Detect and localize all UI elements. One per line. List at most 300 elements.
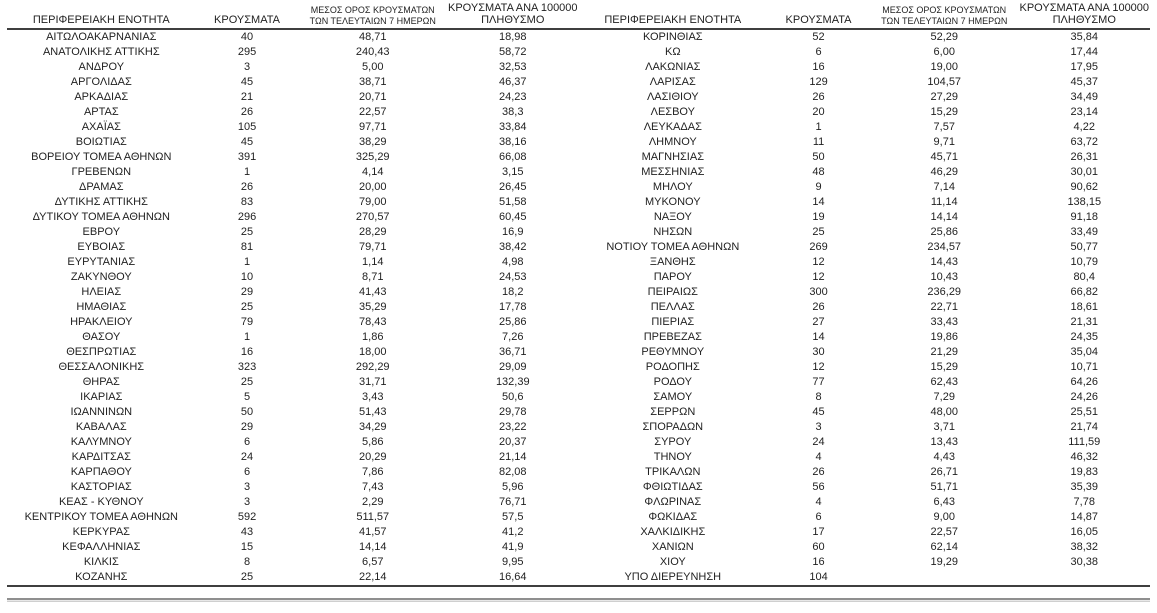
table-row: [579, 555, 1151, 570]
per100k-cell: 57,5: [502, 511, 524, 523]
avg7days-cell: 15,29: [930, 106, 958, 118]
column-header-per100k: [447, 2, 578, 29]
cases-cell: 79: [240, 316, 254, 328]
avg7days-cell: 20,29: [358, 451, 387, 463]
region-name-cell: ΤΡΙΚΑΛΩΝ: [645, 466, 701, 478]
avg7days-cell: 79,00: [358, 196, 387, 208]
per100k-cell: 80,4: [1073, 271, 1095, 283]
table-row: [579, 330, 1151, 345]
per100k-cell: 58,72: [499, 46, 527, 58]
per100k-cell: 76,71: [499, 496, 527, 508]
per100k-cell: 17,44: [1070, 46, 1099, 58]
region-name-cell: ΚΑΡΔΙΤΣΑΣ: [71, 451, 131, 463]
cases-cell: 27: [812, 316, 825, 328]
table-row: [579, 135, 1151, 150]
per100k-cell: 50,6: [502, 391, 524, 403]
avg7days-cell: 4,43: [933, 451, 955, 463]
region-name-cell: ΘΗΡΑΣ: [82, 376, 120, 388]
region-name-cell: ΔΡΑΜΑΣ: [79, 181, 124, 193]
table-row: [7, 29, 579, 45]
region-name-cell: ΛΑΣΙΘΙΟΥ: [646, 91, 699, 103]
table-row: [7, 510, 579, 525]
cases-cell: 104: [809, 571, 828, 583]
table-row: [579, 180, 1151, 195]
region-name-cell: ΘΕΣΣΑΛΟΝΙΚΗΣ: [58, 361, 145, 373]
region-name-cell: ΔΥΤΙΚΗΣ ΑΤΤΙΚΗΣ: [54, 196, 148, 208]
avg7days-cell: 104,57: [927, 76, 962, 88]
cases-cell: 1: [243, 166, 251, 178]
per100k-cell: 38,32: [1070, 541, 1099, 553]
cases-cell: 26: [240, 106, 254, 118]
avg7days-cell: 51,43: [358, 406, 387, 418]
column-header-cases: ΚΡΟΥΣΜΑΤΑ: [767, 2, 870, 29]
per100k-cell: 30,01: [1070, 166, 1099, 178]
per100k-cell: 26,45: [499, 181, 527, 193]
avg7days-cell: 41,43: [358, 286, 387, 298]
avg7days-cell: 51,71: [930, 481, 958, 493]
region-name-cell: ΛΗΜΝΟΥ: [648, 136, 697, 148]
table-row: [579, 420, 1151, 435]
cases-cell: 25: [812, 226, 825, 238]
cases-cell: 29: [240, 421, 254, 433]
avg7days-cell: 31,71: [358, 376, 387, 388]
cases-cell: 295: [237, 46, 257, 58]
cases-cell: 9: [815, 181, 822, 193]
cases-cell: 24: [240, 451, 254, 463]
region-name-cell: ΞΑΝΘΗΣ: [649, 256, 696, 268]
region-name-cell: ΑΝΑΤΟΛΙΚΗΣ ΑΤΤΙΚΗΣ: [42, 46, 160, 58]
avg7days-cell: 22,57: [358, 106, 387, 118]
avg7days-cell: 5,86: [362, 436, 384, 448]
table-row: [7, 450, 579, 465]
per100k-cell: 23,14: [1070, 106, 1099, 118]
per100k-cell: 16,05: [1070, 526, 1099, 538]
region-name-cell: ΝΑΞΟΥ: [653, 211, 692, 223]
table-row: [7, 90, 579, 105]
table-row: [7, 240, 579, 255]
cases-cell: 6: [243, 466, 251, 478]
table-row: [579, 510, 1151, 525]
table-row: [7, 390, 579, 405]
cases-cell: 4: [815, 451, 822, 463]
per100k-cell: 38,3: [502, 106, 524, 118]
cases-cell: 26: [240, 181, 254, 193]
cases-cell: 391: [237, 151, 257, 163]
cases-cell: 20: [812, 106, 825, 118]
region-name-cell: ΜΗΛΟΥ: [652, 181, 693, 193]
avg7days-cell: 20,71: [358, 91, 387, 103]
avg7days-cell: 325,29: [355, 151, 390, 163]
region-name-cell: ΜΑΓΝΗΣΙΑΣ: [641, 151, 705, 163]
table-row: [7, 375, 579, 390]
cases-cell: 323: [237, 361, 257, 373]
per100k-cell: 34,49: [1070, 91, 1099, 103]
per100k-cell: 38,16: [499, 136, 527, 148]
per100k-cell: 33,49: [1070, 226, 1099, 238]
column-header-per100k: [1019, 2, 1150, 29]
table-row: [579, 345, 1151, 360]
table-row: [579, 255, 1151, 270]
avg7days-cell: 7,57: [933, 121, 955, 133]
table-row: [7, 495, 579, 510]
avg7days-cell: 14,14: [358, 541, 387, 553]
per100k-cell: 29,78: [499, 406, 527, 418]
region-name-cell: ΛΑΡΙΣΑΣ: [649, 76, 696, 88]
table-row: [579, 375, 1151, 390]
cases-cell: 3: [243, 496, 251, 508]
per100k-cell: 16,64: [499, 571, 527, 583]
avg7days-cell: 2,29: [362, 496, 384, 508]
per100k-cell: 35,39: [1070, 481, 1099, 493]
header-row: [7, 2, 579, 29]
table-row: [7, 150, 579, 165]
per100k-cell: 7,26: [502, 331, 524, 343]
per100k-cell: 30,38: [1070, 556, 1099, 568]
region-name-cell: ΘΕΣΠΡΩΤΙΑΣ: [66, 346, 137, 358]
per100k-cell: 60,45: [499, 211, 527, 223]
avg7days-cell: 20,00: [358, 181, 387, 193]
avg7days-cell: 1,86: [362, 331, 384, 343]
region-name-cell: ΚΟΡΙΝΘΙΑΣ: [642, 31, 703, 43]
per100k-cell: 18,61: [1070, 301, 1099, 313]
table-row: [579, 285, 1151, 300]
avg7days-cell: 13,43: [930, 436, 958, 448]
region-name-cell: ΚΕΦΑΛΛΗΝΙΑΣ: [62, 541, 141, 553]
cases-cell: 45: [812, 406, 825, 418]
avg7days-cell: 22,14: [358, 571, 387, 583]
avg7days-cell: 25,86: [930, 226, 958, 238]
table-row: [579, 240, 1151, 255]
cases-cell: 1: [815, 121, 822, 133]
per100k-cell: 10,71: [1070, 361, 1099, 373]
avg7days-cell: 22,71: [930, 301, 958, 313]
cases-cell: 19: [812, 211, 825, 223]
per100k-cell: 24,23: [499, 91, 527, 103]
per100k-cell: 24,35: [1070, 331, 1099, 343]
cases-cell: 16: [240, 346, 254, 358]
region-name-cell: ΛΕΥΚΑΔΑΣ: [643, 121, 702, 133]
per100k-cell: 17,78: [499, 301, 527, 313]
cases-cell: 296: [237, 211, 257, 223]
region-name-cell: ΕΥΡΥΤΑΝΙΑΣ: [67, 256, 136, 268]
cases-cell: 77: [812, 376, 825, 388]
table-row: [579, 570, 1151, 586]
avg7days-cell: 62,43: [930, 376, 958, 388]
cases-cell: 26: [812, 466, 825, 478]
region-name-cell: ΣΥΡΟΥ: [654, 436, 692, 448]
cases-cell: 14: [812, 196, 825, 208]
avg7days-cell: 3,71: [933, 421, 955, 433]
avg7days-cell: 97,71: [358, 121, 387, 133]
avg7days-cell: 21,29: [930, 346, 958, 358]
avg7days-cell: 6,43: [933, 496, 955, 508]
avg7days-cell: 292,29: [355, 361, 390, 373]
region-name-cell: ΧΙΟΥ: [659, 556, 686, 568]
region-name-cell: ΠΙΕΡΙΑΣ: [651, 316, 695, 328]
cases-cell: 17: [812, 526, 825, 538]
table-row: [7, 435, 579, 450]
per100k-cell: 16,9: [502, 226, 524, 238]
avg7days-cell: 34,29: [358, 421, 387, 433]
avg7days-cell: 3,43: [362, 391, 384, 403]
column-header-avg7days: [870, 2, 1019, 29]
table-row: [579, 210, 1151, 225]
column-header-per100k-line2: ΠΛΗΘΥΣΜΟ: [481, 14, 545, 26]
region-name-cell: ΕΥΒΟΙΑΣ: [77, 241, 126, 253]
per100k-cell: 91,18: [1070, 211, 1099, 223]
table-row: [579, 225, 1151, 240]
table-row: [7, 465, 579, 480]
table-row: [7, 120, 579, 135]
region-name-cell: ΥΠΟ ΔΙΕΡΕΥΝΗΣΗ: [624, 571, 722, 583]
avg7days-cell: 6,57: [362, 556, 384, 568]
region-name-cell: ΙΚΑΡΙΑΣ: [80, 391, 123, 403]
table-row: [7, 210, 579, 225]
table-row: [579, 390, 1151, 405]
per100k-cell: 4,98: [502, 256, 524, 268]
region-name-cell: ΠΡΕΒΕΖΑΣ: [643, 331, 702, 343]
cases-cell: 52: [812, 31, 825, 43]
cases-cell: 4: [815, 496, 822, 508]
table-row: [579, 540, 1151, 555]
column-header-region: ΠΕΡΙΦΕΡΕΙΑΚΗ ΕΝΟΤΗΤΑ: [579, 2, 768, 29]
avg7days-cell: 18,00: [358, 346, 387, 358]
region-name-cell: ΑΡΚΑΔΙΑΣ: [74, 91, 129, 103]
avg7days-cell: 236,29: [927, 286, 962, 298]
avg7days-cell: 62,14: [930, 541, 958, 553]
cases-cell: 81: [240, 241, 254, 253]
table-row: [7, 270, 579, 285]
cases-cell: 12: [812, 256, 825, 268]
table-row: [7, 225, 579, 240]
cases-cell: 29: [240, 286, 254, 298]
table-row: [579, 270, 1151, 285]
avg7days-cell: 9,71: [933, 136, 955, 148]
region-name-cell: ΓΡΕΒΕΝΩΝ: [71, 166, 132, 178]
avg7days-cell: 6,00: [933, 46, 955, 58]
cases-cell: 129: [809, 76, 828, 88]
table-row: [579, 45, 1151, 60]
avg7days-cell: 19,29: [930, 556, 958, 568]
avg7days-cell: 45,71: [930, 151, 958, 163]
region-name-cell: ΗΡΑΚΛΕΙΟΥ: [70, 316, 133, 328]
avg7days-cell: 240,43: [355, 46, 390, 58]
avg7days-cell: 8,71: [362, 271, 384, 283]
table-row: [7, 555, 579, 570]
region-name-cell: ΕΒΡΟΥ: [82, 226, 121, 238]
region-name-cell: ΑΝΔΡΟΥ: [78, 61, 125, 73]
avg7days-cell: 79,71: [358, 241, 387, 253]
region-name-cell: ΑΧΑΪΑΣ: [81, 121, 121, 133]
per100k-cell: 111,59: [1068, 436, 1101, 448]
header-row: [579, 2, 1151, 29]
per100k-cell: 51,58: [499, 196, 527, 208]
avg7days-cell: 7,86: [362, 466, 384, 478]
region-name-cell: ΣΠΟΡΑΔΩΝ: [642, 421, 704, 433]
table-row: [7, 540, 579, 555]
per100k-cell: 33,84: [499, 121, 527, 133]
avg7days-cell: 27,29: [930, 91, 958, 103]
per100k-cell: 66,08: [499, 151, 527, 163]
per100k-cell: 46,32: [1070, 451, 1099, 463]
table-row: [579, 525, 1151, 540]
avg7days-cell: 11,14: [930, 196, 958, 208]
region-name-cell: ΒΟΡΕΙΟΥ ΤΟΜΕΑ ΑΘΗΝΩΝ: [31, 151, 172, 163]
table-row: [579, 105, 1151, 120]
region-name-cell: ΣΑΜΟΥ: [653, 391, 693, 403]
region-name-cell: ΔΥΤΙΚΟΥ ΤΟΜΕΑ ΑΘΗΝΩΝ: [32, 211, 170, 223]
column-header-per100k-line2: ΠΛΗΘΥΣΜΟ: [1052, 14, 1116, 26]
per100k-cell: 14,87: [1070, 511, 1099, 523]
region-name-cell: ΡΕΘΥΜΝΟΥ: [641, 346, 705, 358]
per100k-cell: 132,39: [495, 376, 530, 388]
column-header-per100k-line1: ΚΡΟΥΣΜΑΤΑ ΑΝΑ 100000: [447, 2, 578, 14]
avg7days-cell: 9,00: [933, 511, 955, 523]
per100k-cell: 21,31: [1070, 316, 1099, 328]
per100k-cell: 24,53: [499, 271, 527, 283]
avg7days-cell: 35,29: [358, 301, 387, 313]
cases-cell: 8: [243, 556, 251, 568]
per100k-cell: 5,96: [502, 481, 524, 493]
cases-cell: 8: [815, 391, 822, 403]
cases-cell: 6: [815, 46, 822, 58]
avg7days-cell: 78,43: [358, 316, 387, 328]
per100k-cell: 26,31: [1070, 151, 1099, 163]
table-row: [7, 255, 579, 270]
avg7days-cell: 4,14: [362, 166, 384, 178]
table-row: [579, 150, 1151, 165]
avg7days-cell: 5,00: [362, 61, 384, 73]
table-row: [7, 420, 579, 435]
avg7days-cell: 234,57: [927, 241, 962, 253]
cases-cell: 6: [243, 436, 251, 448]
region-name-cell: ΧΑΛΚΙΔΙΚΗΣ: [640, 526, 706, 538]
per100k-cell: 90,62: [1070, 181, 1099, 193]
cases-cell: 43: [240, 526, 254, 538]
per100k-cell: 4,22: [1073, 121, 1095, 133]
region-name-cell: ΒΟΙΩΤΙΑΣ: [75, 136, 127, 148]
cases-cell: 30: [812, 346, 825, 358]
region-table-left: [7, 2, 579, 587]
per100k-cell: 63,72: [1070, 136, 1099, 148]
cases-cell: 15: [240, 541, 254, 553]
region-name-cell: ΖΑΚΥΝΘΟΥ: [70, 271, 132, 283]
region-name-cell: ΣΕΡΡΩΝ: [650, 406, 696, 418]
table-row: [7, 105, 579, 120]
per100k-cell: 41,2: [502, 526, 524, 538]
region-name-cell: ΑΡΤΑΣ: [83, 106, 119, 118]
table-row: [7, 405, 579, 420]
column-header-avg7days-line1: ΜΕΣΟΣ ΟΡΟΣ ΚΡΟΥΣΜΑΤΩΝ: [310, 5, 435, 15]
cases-cell: 21: [240, 91, 254, 103]
cases-cell: 24: [812, 436, 825, 448]
avg7days-cell: 38,71: [358, 76, 387, 88]
region-name-cell: ΡΟΔΟΥ: [653, 376, 692, 388]
cases-cell: 25: [240, 376, 254, 388]
cases-cell: 50: [240, 406, 254, 418]
avg7days-cell: 48,00: [930, 406, 958, 418]
region-name-cell: ΘΑΣΟΥ: [82, 331, 121, 343]
avg7days-cell: 19,00: [930, 61, 958, 73]
per100k-cell: 32,53: [499, 61, 527, 73]
per100k-cell: 50,77: [1070, 241, 1099, 253]
table-row: [579, 435, 1151, 450]
cases-cell: 3: [243, 61, 251, 73]
cases-cell: 25: [240, 301, 254, 313]
avg7days-cell: 38,29: [358, 136, 387, 148]
per100k-cell: 138,15: [1067, 196, 1102, 208]
region-name-cell: ΗΜΑΘΙΑΣ: [76, 301, 127, 313]
cases-cell: 25: [240, 571, 254, 583]
region-name-cell: ΜΕΣΣΗΝΙΑΣ: [641, 166, 705, 178]
table-row: [579, 450, 1151, 465]
table-row: [7, 45, 579, 60]
cases-cell: 25: [240, 226, 254, 238]
table-row: [579, 300, 1151, 315]
region-name-cell: ΛΑΚΩΝΙΑΣ: [645, 61, 701, 73]
cases-cell: 1: [243, 331, 251, 343]
avg7days-cell: 10,43: [930, 271, 958, 283]
region-name-cell: ΦΘΙΩΤΙΔΑΣ: [642, 481, 703, 493]
per100k-cell: [1019, 570, 1150, 586]
per100k-cell: 41,9: [502, 541, 524, 553]
cases-cell: 105: [237, 121, 257, 133]
region-name-cell: ΚΑΡΠΑΘΟΥ: [70, 466, 132, 478]
avg7days-cell: 270,57: [355, 211, 390, 223]
table-row: [579, 29, 1151, 45]
per100k-cell: 20,37: [499, 436, 527, 448]
per100k-cell: 7,78: [1073, 496, 1095, 508]
table-row: [7, 135, 579, 150]
cases-cell: 50: [812, 151, 825, 163]
region-name-cell: ΑΡΓΟΛΙΔΑΣ: [70, 76, 132, 88]
region-name-cell: ΠΕΛΛΑΣ: [650, 301, 695, 313]
per100k-cell: 66,82: [1070, 286, 1099, 298]
per100k-cell: 35,84: [1070, 31, 1099, 43]
regional-cases-tables: [7, 2, 1150, 587]
per100k-cell: 24,26: [1070, 391, 1099, 403]
table-row: [7, 345, 579, 360]
per100k-cell: 21,14: [499, 451, 527, 463]
per100k-cell: 64,26: [1070, 376, 1099, 388]
table-row: [7, 285, 579, 300]
cases-cell: 1: [243, 256, 251, 268]
cases-cell: 11: [812, 136, 825, 148]
per100k-cell: 17,95: [1070, 61, 1099, 73]
region-name-cell: ΜΥΚΟΝΟΥ: [645, 196, 701, 208]
per100k-cell: 29,09: [499, 361, 527, 373]
region-name-cell: ΚΟΖΑΝΗΣ: [75, 571, 128, 583]
cases-cell: 16: [812, 556, 825, 568]
region-name-cell: ΚΩ: [665, 46, 681, 58]
avg7days-cell: 22,57: [930, 526, 958, 538]
table-row: [7, 195, 579, 210]
cases-cell: 592: [237, 511, 257, 523]
cases-cell: 45: [240, 76, 254, 88]
region-name-cell: ΚΕΝΤΡΙΚΟΥ ΤΟΜΕΑ ΑΘΗΝΩΝ: [24, 511, 178, 523]
column-header-region: ΠΕΡΙΦΕΡΕΙΑΚΗ ΕΝΟΤΗΤΑ: [7, 2, 196, 29]
cases-cell: 16: [812, 61, 825, 73]
cases-cell: 3: [243, 481, 251, 493]
table-row: [7, 480, 579, 495]
avg7days-cell: 19,86: [930, 331, 958, 343]
table-row: [7, 180, 579, 195]
region-name-cell: ΗΛΕΙΑΣ: [81, 286, 122, 298]
column-header-avg7days-line1: ΜΕΣΟΣ ΟΡΟΣ ΚΡΟΥΣΜΑΤΩΝ: [882, 5, 1007, 15]
column-header-per100k-line1: ΚΡΟΥΣΜΑΤΑ ΑΝΑ 100000: [1019, 2, 1150, 14]
column-header-avg7days-line2: ΤΩΝ ΤΕΛΕΥΤΑΙΩΝ 7 ΗΜΕΡΩΝ: [309, 15, 436, 26]
cases-cell: 3: [815, 421, 822, 433]
